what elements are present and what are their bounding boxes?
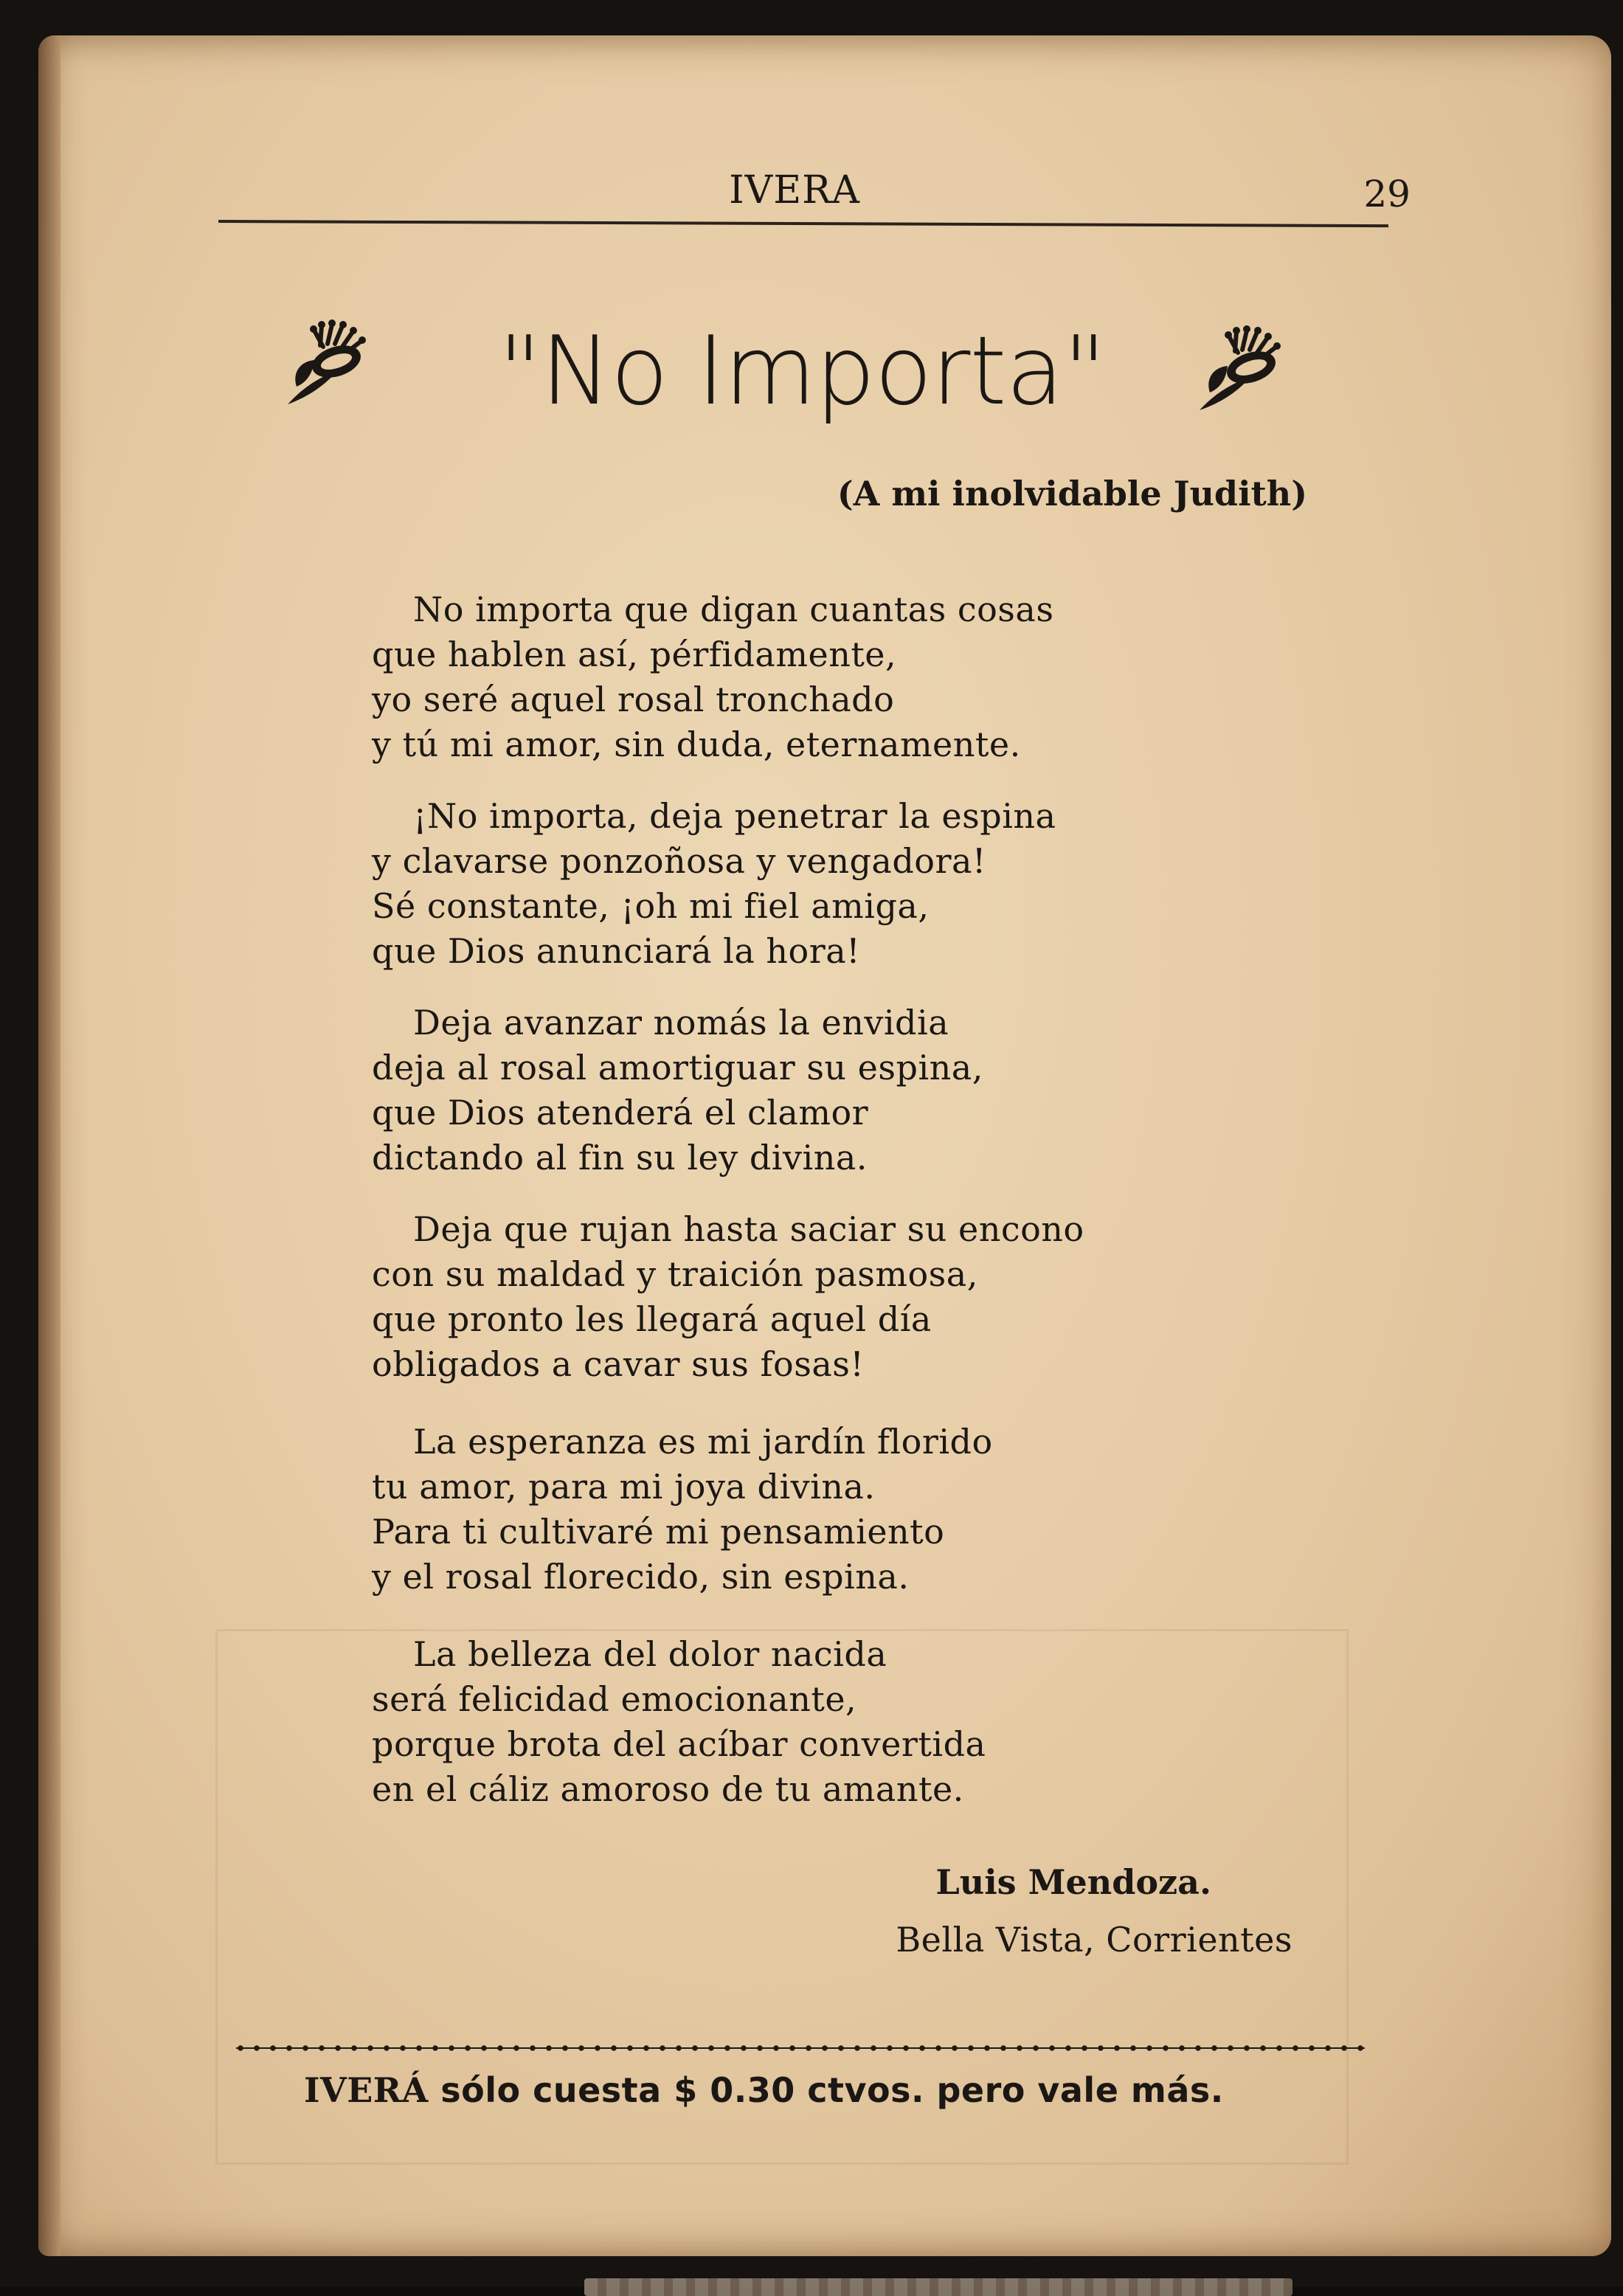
- verse-line: Deja avanzar nomás la envidia: [413, 1003, 949, 1042]
- verse-line: y clavarse ponzoñosa y vengadora!: [372, 841, 986, 881]
- advertisement-line: [304, 2070, 1278, 2110]
- verse-line: en el cáliz amoroso de tu amante.: [372, 1769, 964, 1809]
- stanza: [372, 1207, 1257, 1387]
- header-rule: [218, 220, 1388, 227]
- author-place: Bella Vista, Corrientes: [896, 1920, 1292, 1960]
- verse-line: que hablen así, pérfidamente,: [372, 634, 897, 674]
- verse-line: que Dios anunciará la hora!: [372, 931, 861, 971]
- verse-line: yo seré aquel rosal tronchado: [372, 680, 895, 719]
- verse-line: y el rosal florecido, sin espina.: [372, 1557, 910, 1597]
- stanza: [372, 1632, 1257, 1812]
- poem-dedication: (A mi inolvidable Judith): [837, 474, 1307, 514]
- verse-line: Sé constante, ¡oh mi fiel amiga,: [372, 886, 930, 926]
- verse-line: deja al rosal amortiguar su espina,: [372, 1048, 983, 1088]
- advert-text: sólo cuesta $ 0.30 ctvos. pero vale más.: [428, 2070, 1224, 2110]
- dotted-divider: [236, 2042, 1365, 2054]
- stanza: [372, 1000, 1257, 1180]
- book-page: [38, 35, 1611, 2256]
- stanza: [372, 587, 1257, 767]
- verse-line: será felicidad emocionante,: [372, 1679, 857, 1719]
- verse-line: con su maldad y traición pasmosa,: [372, 1254, 978, 1294]
- verse-line: tu amor, para mi joya divina.: [372, 1467, 876, 1507]
- verse-line: porque brota del acíbar convertida: [372, 1724, 986, 1764]
- verse-line: La esperanza es mi jardín florido: [413, 1422, 993, 1462]
- verse-line: Deja que rujan hasta saciar su encono: [413, 1209, 1084, 1249]
- torn-page-edge: [584, 2278, 1292, 2296]
- poem-title: "No Importa": [498, 317, 1106, 426]
- verse-line: ¡No importa, deja penetrar la espina: [413, 796, 1056, 836]
- verse-line: que pronto les llegará aquel día: [372, 1299, 932, 1339]
- stanza: [372, 1420, 1257, 1600]
- author-signature: Luis Mendoza.: [935, 1862, 1211, 1902]
- verse-line: dictando al fin su ley divina.: [372, 1138, 868, 1178]
- advert-brand: IVERÁ: [304, 2070, 429, 2110]
- verse-line: que Dios atenderá el clamor: [372, 1093, 869, 1133]
- flower-ornament-icon: [274, 316, 370, 412]
- running-head: IVERA: [729, 168, 860, 212]
- verse-line: Para ti cultivaré mi pensamiento: [372, 1512, 945, 1552]
- verse-line: La belleza del dolor nacida: [413, 1634, 887, 1674]
- page-spine-shadow: [38, 35, 60, 2256]
- verse-line: obligados a cavar sus fosas!: [372, 1344, 865, 1384]
- page-number: 29: [1363, 173, 1411, 215]
- stanza: [372, 794, 1257, 974]
- verse-line: y tú mi amor, sin duda, eternamente.: [372, 725, 1021, 764]
- flower-ornament-icon: [1189, 320, 1285, 416]
- verse-line: No importa que digan cuantas cosas: [413, 589, 1054, 629]
